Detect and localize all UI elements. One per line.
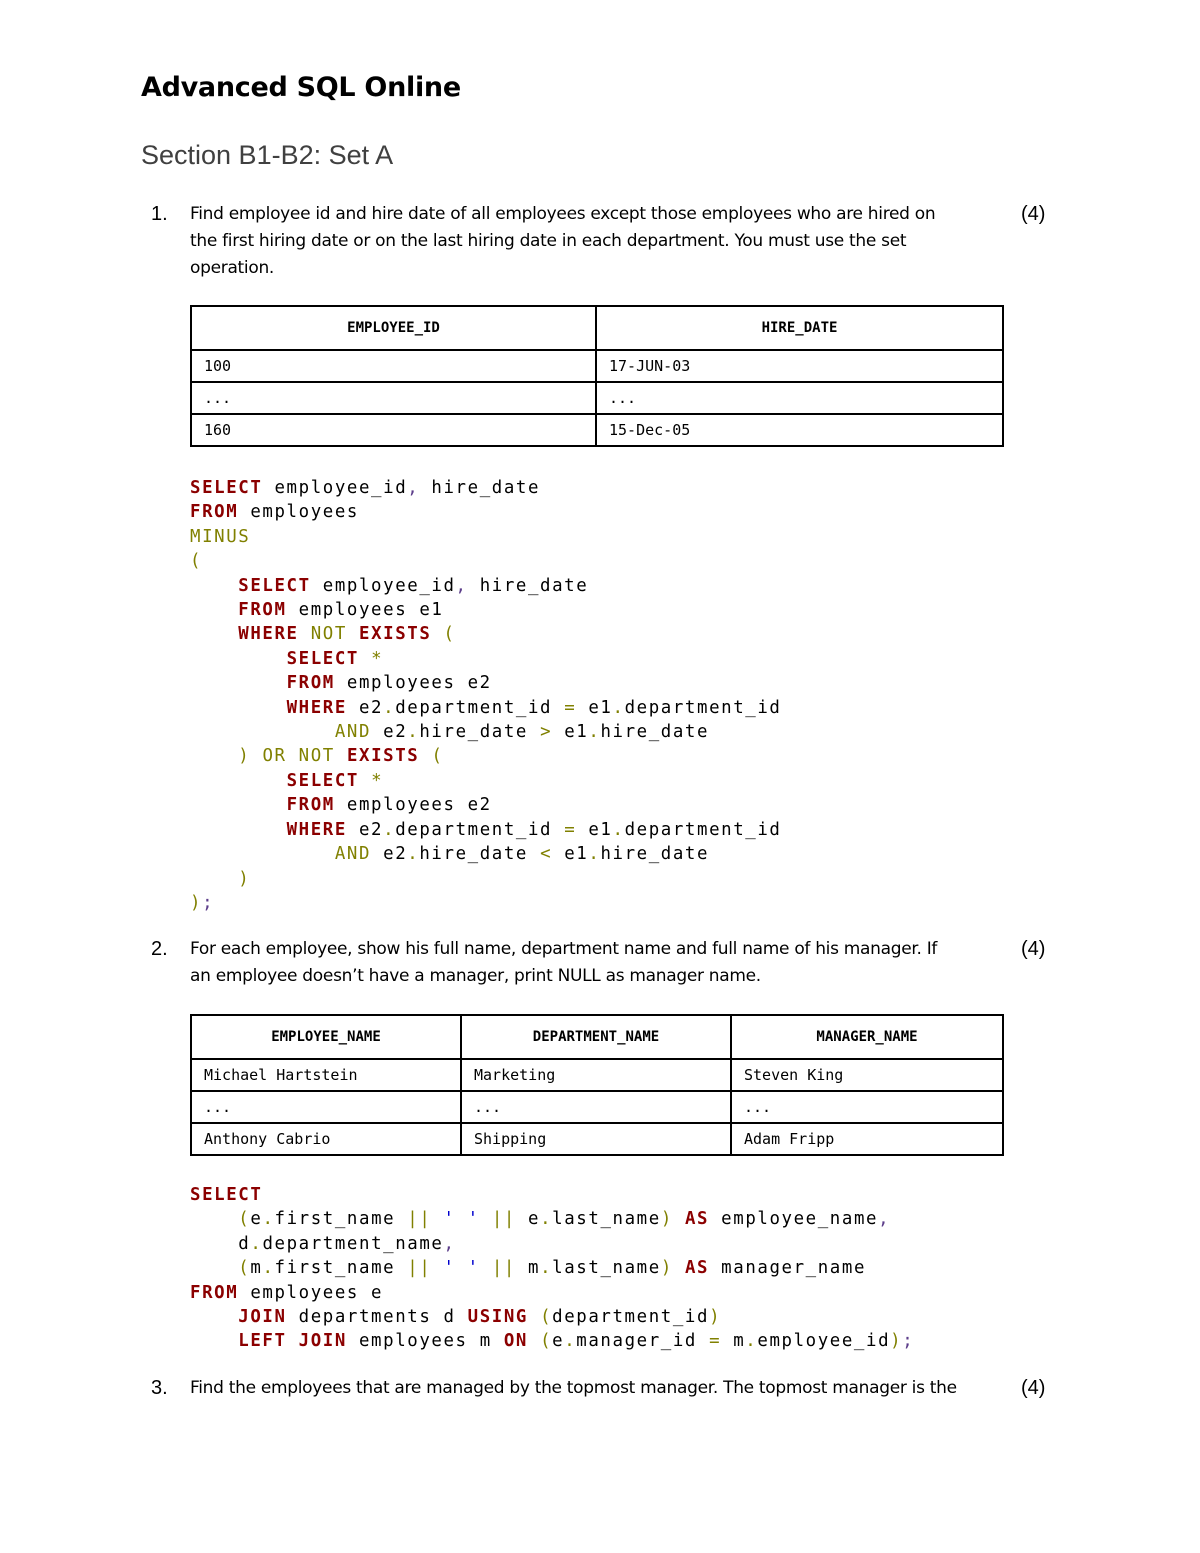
sql-text (673, 1209, 685, 1229)
sql-keyword: AS (684, 1209, 710, 1230)
table-cell: Michael Hartstein (191, 1059, 461, 1091)
sql-text: m (721, 1331, 746, 1352)
table-cell: Marketing (461, 1059, 731, 1091)
sql-text: department_id (552, 1307, 710, 1328)
sql-operator: OR (262, 746, 287, 767)
sql-text: m (250, 1258, 263, 1279)
column-header: EMPLOYEE_ID (191, 306, 596, 350)
table-row (191, 350, 1003, 382)
code-line (190, 1209, 890, 1229)
code-line (190, 771, 383, 791)
sql-text (480, 1258, 492, 1278)
sql-text (190, 1307, 238, 1327)
table-cell: 100 (191, 350, 596, 382)
sql-keyword: AS (684, 1258, 710, 1279)
result-table (190, 305, 1004, 447)
sql-operator: . (612, 819, 625, 840)
sql-operator: ( (238, 1209, 251, 1230)
sql-text (190, 1331, 238, 1351)
sql-text: departments d (286, 1307, 468, 1328)
document-title: Advanced SQL Online (141, 72, 461, 103)
question-text-line: the first hiring date or on the last hiring date in each department. You must use the set (190, 231, 907, 251)
sql-text: employees e (238, 1282, 384, 1303)
sql-text: department_id (395, 697, 565, 718)
sql-text: employee_name (709, 1209, 879, 1230)
question-marks: (4) (1021, 938, 1046, 960)
code-line (190, 478, 540, 498)
code-line (190, 698, 782, 718)
sql-text (190, 576, 238, 596)
sql-text: employees m (346, 1331, 504, 1352)
sql-operator: > (540, 722, 553, 743)
sql-text (480, 1209, 492, 1229)
sql-text: hire_date (600, 844, 710, 865)
sql-operator: || (491, 1209, 516, 1230)
sql-text: e1 (552, 844, 589, 865)
sql-text (335, 746, 347, 766)
question-text-line: Find employee id and hire date of all employees except those employees who are hired on (190, 204, 936, 224)
sql-text: hire_date (600, 722, 710, 743)
sql-operator: ( (540, 1307, 553, 1328)
sql-operator: . (262, 1258, 275, 1279)
table-row (191, 1059, 1003, 1091)
code-line (190, 722, 709, 742)
question-text (190, 201, 990, 282)
sql-text: manager_id (576, 1331, 710, 1352)
code-line (190, 893, 214, 913)
sql-operator: || (407, 1258, 432, 1279)
sql-operator: ) (238, 868, 251, 889)
sql-text: employees e1 (286, 600, 444, 621)
sql-keyword: SELECT (286, 648, 359, 669)
sql-keyword: JOIN (238, 1307, 287, 1328)
sql-operator: || (407, 1209, 432, 1230)
sql-operator: ) (709, 1307, 722, 1328)
question-marks: (4) (1021, 1377, 1046, 1399)
sql-text (190, 795, 287, 815)
code-line (190, 1331, 914, 1351)
question-text-line: Find the employees that are managed by the topmost manager. The topmost manager is the (190, 1378, 957, 1398)
sql-text (673, 1258, 685, 1278)
sql-string-literal: ' ' (443, 1209, 480, 1230)
sql-operator: ) (660, 1258, 673, 1279)
question-text (190, 936, 990, 990)
sql-text: e1 (552, 722, 589, 743)
sql-text: e (515, 1209, 541, 1230)
sql-keyword: ON (503, 1331, 528, 1352)
sql-operator: * (371, 770, 384, 791)
sql-keyword: FROM (286, 673, 335, 694)
sql-operator: . (383, 697, 396, 718)
sql-text (359, 649, 371, 669)
sql-operator: ) (660, 1209, 673, 1230)
sql-text: e2 (346, 819, 384, 840)
sql-text (431, 1258, 443, 1278)
sql-operator: || (491, 1258, 516, 1279)
table-cell: ... (191, 1091, 461, 1123)
sql-operator: . (262, 1209, 275, 1230)
sql-operator: . (745, 1331, 758, 1352)
table-header-row (191, 306, 1003, 350)
column-header: DEPARTMENT_NAME (461, 1015, 731, 1059)
sql-text (190, 673, 287, 693)
sql-operator: = (564, 819, 577, 840)
sql-keyword: FROM (286, 795, 335, 816)
table-row (191, 1091, 1003, 1123)
table-cell: Anthony Cabrio (191, 1123, 461, 1155)
sql-text: first_name (274, 1258, 408, 1279)
sql-operator: . (612, 697, 625, 718)
sql-operator: AND (334, 722, 372, 743)
sql-keyword: EXISTS (359, 624, 432, 645)
table-row (191, 1123, 1003, 1155)
sql-punctuation: , (455, 575, 468, 596)
sql-text (190, 649, 287, 669)
sql-keyword: WHERE (286, 697, 347, 718)
sql-text (190, 869, 238, 889)
sql-text: hire_date (419, 722, 541, 743)
sql-text (431, 1209, 443, 1229)
result-table (190, 1014, 1004, 1156)
table-header-row (191, 1015, 1003, 1059)
sql-text (190, 746, 238, 766)
sql-code-block (190, 1183, 914, 1354)
sql-text: m (515, 1258, 541, 1279)
code-line (190, 1185, 262, 1205)
table-cell: ... (191, 382, 596, 414)
sql-code-block (190, 476, 782, 915)
sql-text (359, 771, 371, 791)
sql-text: employee_id (262, 478, 408, 498)
sql-text: employees e2 (334, 673, 492, 694)
code-line (190, 844, 709, 864)
sql-keyword: FROM (238, 600, 287, 621)
sql-punctuation: , (443, 1233, 456, 1254)
code-line (190, 1283, 383, 1303)
code-line (190, 1258, 866, 1278)
column-header: HIRE_DATE (596, 306, 1003, 350)
code-line (190, 1307, 721, 1327)
sql-punctuation: ; (202, 892, 215, 913)
sql-text: e2 (346, 697, 384, 718)
sql-operator: MINUS (190, 526, 251, 547)
table-cell: ... (731, 1091, 1003, 1123)
sql-keyword: USING (467, 1307, 528, 1328)
sql-text: hire_date (467, 575, 589, 596)
sql-text: department_id (395, 819, 565, 840)
sql-string-literal: ' ' (443, 1258, 480, 1279)
sql-text: hire_date (419, 844, 541, 865)
table-cell: Adam Fripp (731, 1123, 1003, 1155)
code-line (190, 502, 359, 522)
code-line (190, 527, 250, 547)
sql-operator: ( (238, 1258, 251, 1279)
question-number: 3. (151, 1377, 168, 1399)
sql-operator: . (588, 844, 601, 865)
code-line (190, 576, 588, 596)
question-number: 1. (151, 203, 168, 225)
sql-text: e2 (371, 844, 408, 865)
sql-text (419, 746, 431, 766)
sql-operator: < (540, 844, 553, 865)
sql-text (190, 844, 335, 864)
question-number: 2. (151, 938, 168, 960)
sql-operator: * (371, 648, 384, 669)
sql-operator: ( (190, 551, 203, 572)
sql-operator: . (564, 1331, 577, 1352)
sql-text (190, 722, 335, 742)
code-line (190, 673, 492, 693)
sql-text (190, 624, 238, 644)
sql-operator: ) (890, 1331, 903, 1352)
sql-text (190, 1258, 238, 1278)
sql-keyword: WHERE (238, 624, 299, 645)
sql-text: hire_date (419, 478, 541, 498)
table-row (191, 382, 1003, 414)
sql-text (190, 820, 287, 840)
sql-text (528, 1331, 540, 1351)
table-row (191, 414, 1003, 446)
code-line (190, 624, 456, 644)
sql-text: e1 (576, 697, 613, 718)
sql-punctuation: , (878, 1209, 891, 1230)
sql-text (190, 1209, 238, 1229)
table-cell: ... (596, 382, 1003, 414)
sql-operator: NOT (298, 746, 335, 767)
sql-text: department_name (262, 1233, 444, 1254)
table-cell: Shipping (461, 1123, 731, 1155)
sql-punctuation: ; (902, 1331, 915, 1352)
code-line (190, 600, 443, 620)
table-cell: 160 (191, 414, 596, 446)
sql-text: e2 (371, 722, 408, 743)
column-header: EMPLOYEE_NAME (191, 1015, 461, 1059)
code-line (190, 869, 250, 889)
sql-text: manager_name (709, 1258, 867, 1279)
sql-text (190, 600, 238, 620)
sql-operator: = (709, 1331, 722, 1352)
sql-text (190, 698, 287, 718)
sql-operator: AND (334, 844, 372, 865)
sql-operator: . (540, 1209, 553, 1230)
section-heading: Section B1-B2: Set A (141, 140, 394, 170)
code-line (190, 820, 782, 840)
sql-text: first_name (274, 1209, 408, 1230)
sql-text (431, 624, 443, 644)
code-line (190, 795, 492, 815)
sql-operator: . (383, 819, 396, 840)
sql-text: employee_id (310, 575, 456, 596)
code-line (190, 746, 444, 766)
sql-text (287, 746, 299, 766)
sql-operator: = (564, 697, 577, 718)
sql-text: e1 (576, 819, 613, 840)
sql-text: last_name (552, 1209, 661, 1230)
sql-text (250, 746, 262, 766)
sql-operator: ( (443, 624, 456, 645)
sql-text: e (250, 1209, 263, 1230)
sql-operator: . (407, 844, 420, 865)
question-text (190, 1375, 990, 1402)
sql-keyword: SELECT (286, 770, 359, 791)
sql-text (347, 624, 359, 644)
sql-operator: . (250, 1233, 263, 1254)
sql-operator: ) (190, 892, 203, 913)
sql-keyword: LEFT JOIN (238, 1331, 347, 1352)
sql-text: employees (238, 502, 359, 523)
sql-keyword: FROM (190, 502, 239, 523)
sql-text: last_name (552, 1258, 661, 1279)
sql-text: d (190, 1233, 251, 1254)
code-line (190, 551, 202, 571)
sql-text (528, 1307, 540, 1327)
sql-keyword: EXISTS (346, 746, 420, 767)
sql-text: employees e2 (334, 795, 492, 816)
sql-operator: NOT (310, 624, 347, 645)
sql-keyword: SELECT (238, 575, 311, 596)
sql-keyword: SELECT (190, 478, 263, 498)
sql-keyword: FROM (190, 1282, 239, 1303)
table-cell: 17-JUN-03 (596, 350, 1003, 382)
sql-text (299, 624, 311, 644)
table-cell: Steven King (731, 1059, 1003, 1091)
question-text-line: For each employee, show his full name, department name and full name of his manager. If (190, 939, 938, 959)
sql-text: department_id (624, 697, 782, 718)
question-marks: (4) (1021, 203, 1046, 225)
sql-operator: . (540, 1258, 553, 1279)
sql-operator: . (407, 722, 420, 743)
code-line (190, 1234, 456, 1254)
sql-text: department_id (624, 819, 782, 840)
sql-operator: ) (238, 746, 251, 767)
sql-keyword: SELECT (190, 1185, 263, 1205)
sql-operator: ( (540, 1331, 553, 1352)
table-cell: ... (461, 1091, 731, 1123)
question-text-line: an employee doesn’t have a manager, print NULL as manager name. (190, 966, 761, 986)
sql-operator: ( (431, 746, 444, 767)
column-header: MANAGER_NAME (731, 1015, 1003, 1059)
sql-operator: . (588, 722, 601, 743)
code-line (190, 649, 383, 669)
sql-punctuation: , (407, 478, 420, 498)
sql-keyword: WHERE (286, 819, 347, 840)
sql-text: employee_id (757, 1331, 891, 1352)
question-text-line: operation. (190, 258, 275, 278)
table-cell: 15-Dec-05 (596, 414, 1003, 446)
sql-text (190, 771, 287, 791)
sql-text: e (552, 1331, 565, 1352)
